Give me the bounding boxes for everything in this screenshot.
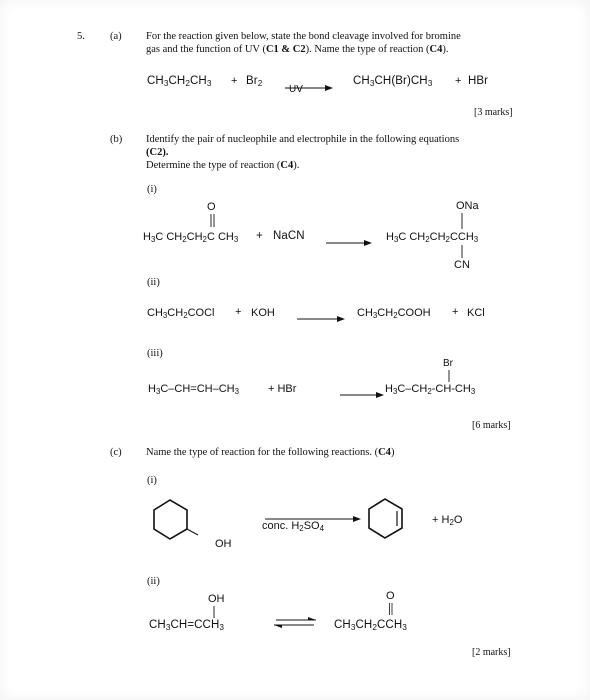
part-c-ii-bond xyxy=(211,606,217,619)
part-b-ii-arrow xyxy=(297,310,345,328)
part-a-text-line2: gas and the function of UV (C1 & C2). Name the type of reaction (C4). xyxy=(146,44,449,55)
part-b-i-arrow xyxy=(326,234,372,252)
part-c-ii-oh-top: OH xyxy=(208,593,225,605)
part-a-hbr: HBr xyxy=(468,75,489,87)
part-a-text-line1: For the reaction given below, state the bond cleavage involved for bromine xyxy=(146,31,461,42)
part-b-i-reactant: $H_3C$ $CH_2CH_2C$ $CH_3$ xyxy=(143,231,239,244)
part-c-marks: [2 marks] xyxy=(472,647,511,658)
part-c-ii-double-bond xyxy=(387,603,395,616)
part-b-i-plus: + xyxy=(256,230,263,242)
part-b-i-reagent: NaCN xyxy=(273,230,305,242)
part-c-ii-label: (ii) xyxy=(147,576,160,587)
part-b-i-double-bond xyxy=(208,214,218,228)
part-a-product: $CH_3CH(Br)CH_3$ xyxy=(353,75,433,89)
part-b-ii-product: $CH_3CH_2COOH$ xyxy=(357,307,431,320)
part-b-ii-reactant: $CH_3CH_2COCl$ xyxy=(147,307,215,320)
part-b-text-line1: Identify the pair of nucleophile and electrophile in the following equations xyxy=(146,134,460,145)
part-b-iii-bond xyxy=(446,370,452,383)
part-b-label: (b) xyxy=(110,134,123,145)
part-b-ii-plus-2: + xyxy=(452,306,459,318)
part-b-i-carbonyl-o: O xyxy=(207,201,216,213)
part-a-label: (a) xyxy=(110,31,122,42)
part-b-text xyxy=(146,133,526,172)
part-b-iii-label: (iii) xyxy=(147,348,163,359)
part-a-reactant: $CH_3CH_2CH_3$ xyxy=(147,75,212,89)
part-c-label: (c) xyxy=(110,447,122,458)
part-a-bromine: $Br_2$ xyxy=(246,75,263,89)
part-b-i-product-ona: ONa xyxy=(456,200,479,212)
part-b-ii-byproduct: KCl xyxy=(467,307,485,319)
part-a-plus-2: + xyxy=(455,75,462,87)
part-b-iii-arrow xyxy=(340,386,384,404)
part-b-text-line2: (C2). xyxy=(146,147,169,158)
part-b-ii-plus: + xyxy=(235,306,242,318)
part-a-plus: + xyxy=(231,75,238,87)
part-b-iii-reactant: $H_3C-CH=CH-CH_3$ xyxy=(148,383,240,396)
part-b-ii-reagent: KOH xyxy=(251,307,275,319)
part-c-ii-o-top: O xyxy=(386,590,395,602)
part-c-i-label: (i) xyxy=(147,475,157,486)
part-b-text-line3: Determine the type of reaction (C4). xyxy=(146,160,300,171)
part-a-marks: [3 marks] xyxy=(474,107,513,118)
part-b-iii-product: $H_3C-CH_2-CH-CH_3$ xyxy=(385,383,476,396)
part-b-marks: [6 marks] xyxy=(472,420,511,431)
question-number: 5. xyxy=(77,31,85,42)
part-c-ii-product: $CH_3CH_2CCH_3$ xyxy=(334,619,407,633)
part-c-i-water: + $H_2O$ xyxy=(432,514,463,527)
part-c-i-cyclohexene-structure xyxy=(365,495,415,545)
part-b-iii-product-br: Br xyxy=(443,358,453,369)
part-c-text: Name the type of reaction for the following reactions. (C4) xyxy=(146,447,395,458)
part-c-ii-equilibrium-arrow xyxy=(272,615,318,631)
part-c-i-condition: conc. $H_2SO_4$ xyxy=(262,520,325,533)
part-b-i-bond-bottom xyxy=(459,245,465,259)
part-a-text xyxy=(146,30,546,56)
part-c-ii-reactant: $CH_3CH=CCH_3$ xyxy=(149,619,225,633)
part-b-ii-label: (ii) xyxy=(147,277,160,288)
part-a-uv-label: UV xyxy=(289,84,303,95)
part-b-iii-reagent: + HBr xyxy=(268,383,297,395)
part-b-i-product: $H_3C$ $CH_2CH_2CCH_3$ xyxy=(386,231,479,244)
part-b-i-label: (i) xyxy=(147,184,157,195)
part-b-i-product-cn: CN xyxy=(454,259,470,271)
part-c-i-oh-label: OH xyxy=(215,538,232,550)
part-b-i-bond-top xyxy=(459,213,465,230)
